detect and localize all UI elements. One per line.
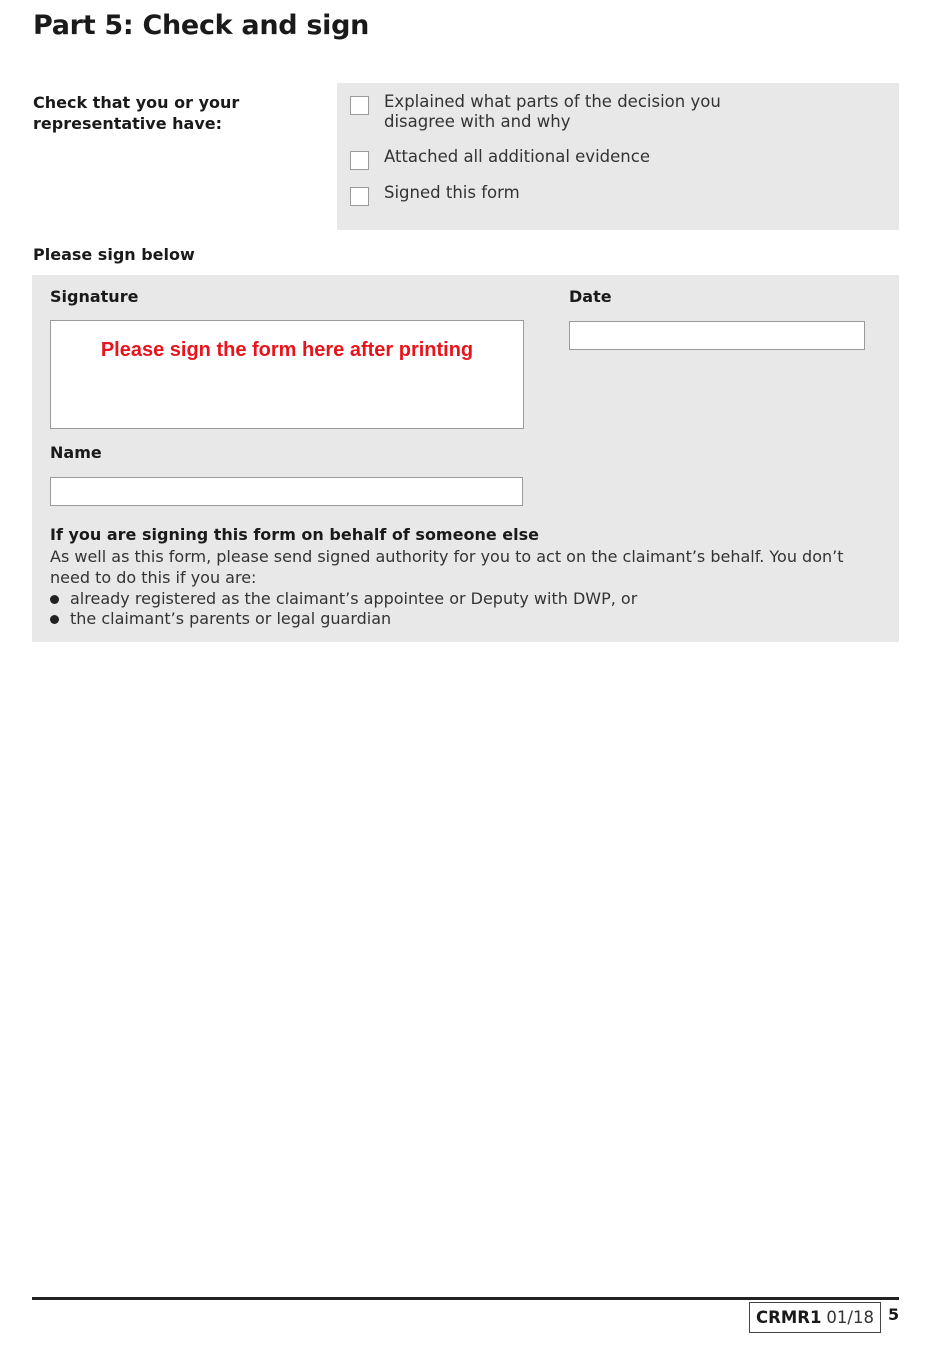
list-item bbox=[50, 589, 637, 609]
checklist-item-signed[interactable] bbox=[350, 183, 764, 206]
checkbox-attached-evidence[interactable] bbox=[350, 151, 369, 170]
checkbox-explained-disagreement[interactable] bbox=[350, 96, 369, 115]
checkbox-signed-form[interactable] bbox=[350, 187, 369, 206]
checklist-item-label: Signed this form bbox=[384, 183, 520, 202]
bullet-icon bbox=[50, 615, 59, 624]
signature-box[interactable] bbox=[50, 320, 524, 429]
form-code-badge bbox=[749, 1302, 881, 1333]
checklist-item-label: Attached all additional evidence bbox=[384, 147, 650, 166]
sign-heading: Please sign below bbox=[33, 245, 195, 264]
list-item-text: the claimant’s parents or legal guardian bbox=[70, 609, 392, 628]
footer-divider bbox=[32, 1297, 899, 1300]
list-item-text: already registered as the claimant’s appointee or Deputy with DWP, or bbox=[70, 589, 638, 608]
signature-panel bbox=[32, 275, 899, 642]
signature-hint: Please sign the form here after printing bbox=[100, 339, 474, 361]
checklist-item-disagreement[interactable] bbox=[350, 92, 764, 132]
behalf-text: As well as this form, please send signed authority for you to act on the claimant’s behalf. You don’t need to do this if you are: bbox=[50, 547, 844, 587]
signature-label: Signature bbox=[50, 287, 139, 306]
date-field[interactable] bbox=[569, 321, 865, 350]
bullet-icon bbox=[50, 595, 59, 604]
checklist-panel bbox=[337, 83, 899, 230]
form-id: CRMR1 bbox=[756, 1308, 822, 1327]
checklist-label: Check that you or your representative have: bbox=[33, 93, 240, 133]
checklist-item-label: Explained what parts of the decision you disagree with and why bbox=[384, 92, 721, 131]
form-version: 01/18 bbox=[826, 1308, 874, 1327]
checklist-item-evidence[interactable] bbox=[350, 147, 764, 170]
name-label: Name bbox=[50, 443, 102, 462]
list-item bbox=[50, 609, 637, 629]
page-number: 5 bbox=[888, 1305, 900, 1324]
page-title: Part 5: Check and sign bbox=[33, 10, 370, 41]
behalf-heading: If you are signing this form on behalf of someone else bbox=[50, 525, 539, 544]
name-field[interactable] bbox=[50, 477, 523, 506]
date-label: Date bbox=[569, 287, 612, 306]
behalf-exemptions-list bbox=[50, 589, 637, 629]
